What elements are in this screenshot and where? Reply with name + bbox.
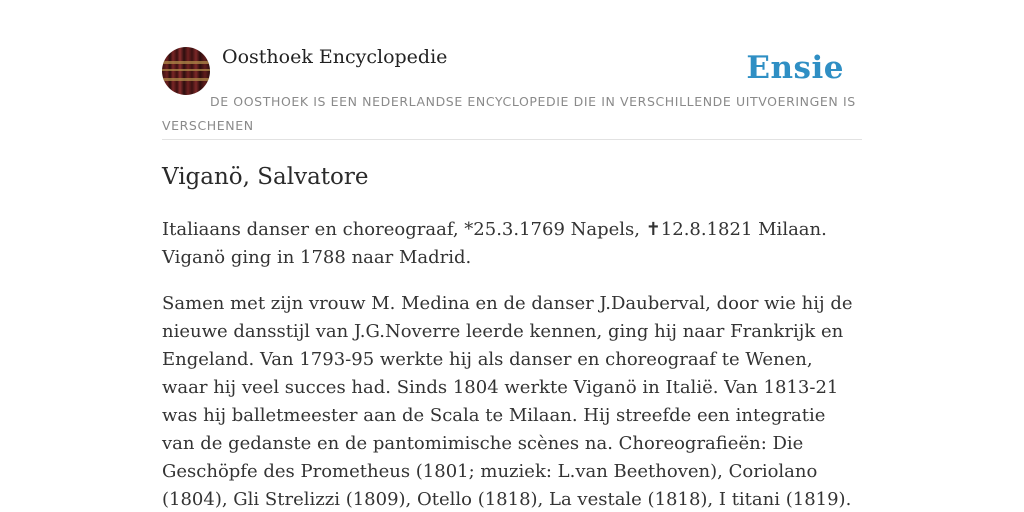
header-divider — [162, 139, 862, 140]
article-paragraph: Italiaans danser en choreograaf, *25.3.1769 Napels, ✝12.8.1821 Milaan. Viganö ging in 1788 naar Madrid. — [162, 219, 827, 268]
encyclopedia-books-icon[interactable] — [162, 47, 210, 95]
article-paragraph: Samen met zijn vrouw M. Medina en de danser J.Dauberval, door wie hij de nieuwe dansstijl van J.G.Noverre leerde kennen, ging hij naar Frankrijk en Engeland. Van 1793-95 werkte hij als danser en choreograaf te Wenen, waar hij veel succes had. Sinds 1804 werkte Viganö in Italië. Van 1813-21 was hij balletmeester aan de Scala te Milaan. Hij streefde een integratie van de gedanste en de pantomimische scènes na. Choreografieën: Die Geschöpfe des Prometheus (1801; muziek: L.van Beethoven), Coriolano (1804), Gli Strelizzi (1809), Otello (1818), La vestale (1818), I titani (1819). — [162, 293, 853, 510]
brand-logo-link[interactable]: Ensie — [746, 50, 844, 86]
logo-band — [162, 61, 210, 64]
article-body — [162, 216, 862, 512]
site-name-link[interactable]: Oosthoek Encyclopedie — [222, 46, 448, 68]
site-tagline: DE OOSTHOEK IS EEN NEDERLANDSE ENCYCLOPEDIE DIE IN VERSCHILLENDE UITVOERINGEN IS VERSCHENEN — [162, 94, 856, 133]
logo-band — [162, 78, 210, 81]
logo-band — [162, 69, 210, 71]
article-title: Viganö, Salvatore — [162, 164, 369, 190]
